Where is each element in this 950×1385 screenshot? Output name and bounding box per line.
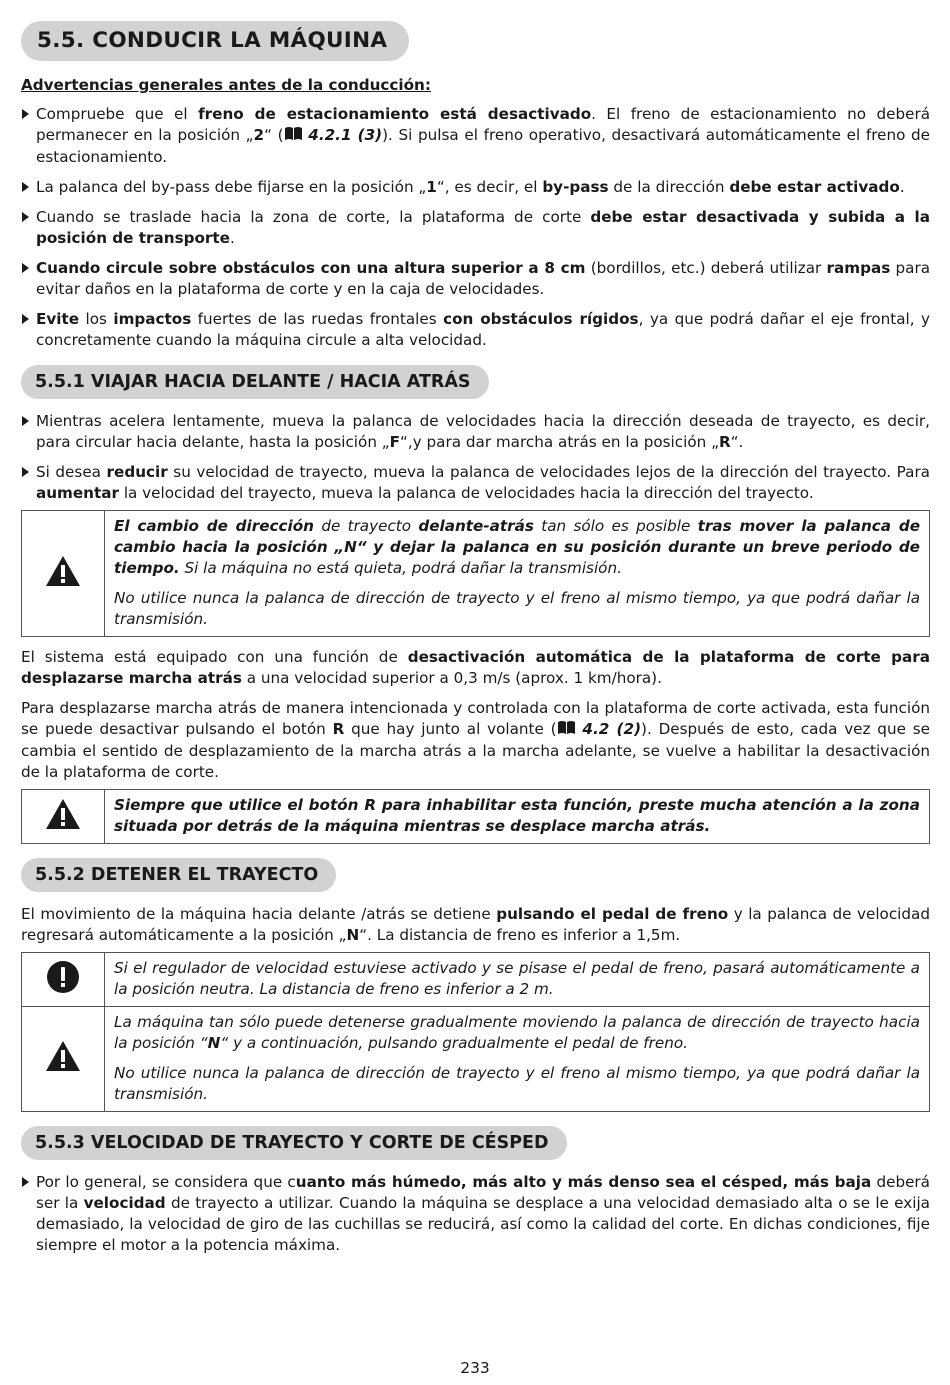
text: La máquina tan sólo puede detenerse gradualmente moviendo la palanca de dirección de trayecto hacia la posición “ [114, 1013, 920, 1052]
text: Compruebe que el [36, 105, 199, 123]
bold-text: rampas [826, 259, 891, 277]
text: deberá ser la [36, 1173, 930, 1212]
general-warnings-subheading: Advertencias generales antes de la conducción: [21, 76, 431, 94]
warning-paragraph: No utilice nunca la palanca de dirección de trayecto y el freno al mismo tiempo, ya que podrá dañar la transmisión. [114, 589, 920, 628]
bold-text: by-pass [542, 178, 609, 196]
text: Si la máquina no está quieta, podrá dañar la transmisión. [179, 559, 622, 577]
text: tan sólo es posible [533, 517, 698, 535]
warning-icon-cell [22, 1007, 105, 1112]
section-heading-5-5: 5.5. CONDUCIR LA MÁQUINA [21, 21, 409, 61]
text: Por lo general, se considera que c [36, 1173, 296, 1191]
text: ). Después de esto, cada vez que se cambia el sentido de desplazamiento de la marcha atrás a la marcha adelante, se vuelve a habilitar la desactivación de la plataforma de corte. [21, 720, 930, 781]
text: La palanca del by-pass debe fijarse en la posición „ [36, 178, 427, 196]
bold-text: Cuando circule sobre obstáculos con una altura superior a 8 cm [36, 259, 586, 277]
text: (bordillos, etc.) deberá utilizar [585, 259, 827, 277]
reference-link[interactable]: 4.2.1 (3) [308, 126, 383, 144]
text: fuertes de las ruedas frontales [191, 310, 444, 328]
paragraph-reverse-intentional [21, 698, 930, 783]
bold-text: uanto más húmedo, más alto y más denso sea el césped, más baja [295, 1173, 872, 1191]
bold-text: reducir [106, 463, 168, 481]
warning-paragraph: No utilice nunca la palanca de dirección de trayecto y el freno al mismo tiempo, ya que podrá dañar la transmisión. [114, 1064, 920, 1103]
warning-box-r-button [21, 789, 930, 844]
text: su velocidad de trayecto, mueva la palanca de velocidades lejos de la dirección del trayecto. Para [167, 463, 930, 481]
bold-text: desactivación automática de la plataforma de corte para desplazarse marcha atrás [21, 648, 930, 687]
warning-box-direction-change [21, 510, 930, 637]
text: de trayecto [314, 517, 419, 535]
bold-text: 2 [253, 126, 265, 144]
warning-triangle-icon [45, 798, 81, 830]
warning-box-stopping [21, 952, 930, 1112]
text: de la dirección [608, 178, 730, 196]
bullet-speed-adjust [21, 462, 930, 504]
text: El sistema está equipado con una función de [21, 648, 408, 666]
warning-icon-cell [22, 790, 105, 844]
text: “. [730, 433, 744, 451]
text: de trayecto a utilizar. Cuando la máquina se desplace a una velocidad demasiado alta o se le exija demasiado, la velocidad de giro de las cuchillas se reducirá, así como la calidad del corte. En dichas condiciones, fije siempre el motor a la potencia máxima. [36, 1194, 930, 1254]
bold-text: velocidad [83, 1194, 166, 1212]
text: y la palanca de velocidad regresará automáticamente a la posición „ [21, 905, 930, 944]
warning-triangle-icon [45, 555, 81, 587]
bold-text: Siempre que utilice el botón R para inhabilitar esta función, preste mucha atención a la zona situada por detrás de la máquina mientras se desplace marcha atrás. [114, 796, 920, 835]
bold-text: N [207, 1034, 221, 1052]
bold-text: con obstáculos rígidos [443, 310, 639, 328]
exclamation-circle-icon [46, 960, 80, 994]
bold-text: debe estar desactivada y subida a la posición de transporte [36, 208, 930, 247]
text: “ ( [264, 126, 284, 144]
text: “. La distancia de freno es inferior a 1,5m. [359, 926, 681, 944]
text: Para desplazarse marcha atrás de manera intencionada y controlada con la plataforma de corte activada, esta función se puede desactivar pulsando el botón [21, 699, 930, 738]
bold-text: delante-atrás [418, 517, 534, 535]
text: para evitar daños en la plataforma de corte y en la caja de velocidades. [36, 259, 931, 298]
text: “ y a continuación, pulsando gradualmente el pedal de freno. [220, 1034, 688, 1052]
page-content [21, 21, 930, 1265]
section-heading-5-5-1: 5.5.1 VIAJAR HACIA DELANTE / HACIA ATRÁS [21, 365, 489, 399]
text: . El freno de estacionamiento no deberá permanecer en la posición „ [36, 105, 930, 144]
bold-text: Evite [36, 310, 80, 328]
bold-text: tras mover la palanca de cambio hacia la posición „N“ y dejar la palanca en su posición durante un breve periodo de tiempo. [114, 517, 921, 577]
bold-text: R [718, 433, 731, 451]
book-icon [557, 720, 576, 741]
text: “,y para dar marcha atrás en la posición „ [400, 433, 719, 451]
text: El movimiento de la máquina hacia delante /atrás se detiene [21, 905, 497, 923]
text: ). Si pulsa el freno operativo, desactivará automáticamente el freno de estacionamiento. [36, 126, 931, 166]
bullet-grass-speed [21, 1172, 930, 1256]
bold-text: aumentar [36, 484, 119, 502]
text: “, es decir, el [436, 178, 543, 196]
text: a una velocidad superior a 0,3 m/s (aprox. 1 km/hora). [241, 669, 662, 687]
bullet-parking-brake [21, 104, 930, 168]
bold-text: freno de estacionamiento está desactivado [198, 105, 592, 123]
text: Si desea [36, 463, 107, 481]
bullet-obstacles-ramps [21, 258, 930, 300]
bold-text: F [389, 433, 401, 451]
bold-text: pulsando el pedal de freno [496, 905, 729, 923]
caution-icon-cell [22, 953, 105, 1007]
caution-text-cell [105, 953, 930, 1007]
section-heading-5-5-2: 5.5.2 DETENER EL TRAYECTO [21, 858, 336, 892]
bold-text: 1 [426, 178, 437, 196]
bullet-avoid-impacts [21, 309, 930, 351]
text: , ya que podrá dañar el eje frontal, y concretamente cuando la máquina circule a alta velocidad. [36, 310, 930, 349]
book-icon [284, 126, 303, 147]
caution-paragraph: Si el regulador de velocidad estuviese activado y se pisase el pedal de freno, pasará automáticamente a la posición neutra. La distancia de freno es inferior a 2 m. [114, 959, 920, 998]
text: . [229, 229, 235, 247]
bullet-bypass-lever [21, 177, 930, 198]
bold-text: debe estar activado [729, 178, 900, 196]
text: los [79, 310, 114, 328]
warning-triangle-icon [45, 1040, 81, 1072]
reference-link[interactable]: 4.2 (2) [582, 720, 642, 738]
bold-text: impactos [113, 310, 192, 328]
text: Mientras acelera lentamente, mueva la palanca de velocidades hacia la dirección deseada de trayecto, es decir, para circular hacia delante, hasta la posición „ [36, 412, 930, 451]
warning-text-cell [105, 1007, 930, 1112]
bold-text: R [332, 720, 345, 738]
bullet-cutting-deck-transport [21, 207, 930, 249]
text: . [899, 178, 905, 196]
text: que hay junto al volante ( [344, 720, 557, 738]
paragraph-auto-deactivation [21, 647, 930, 689]
bold-text: El cambio de dirección [114, 517, 314, 535]
bold-text: N [346, 926, 360, 944]
warning-text-cell [105, 511, 930, 637]
paragraph-stop-travel [21, 904, 930, 946]
text: la velocidad del trayecto, mueva la palanca de velocidades hacia la dirección del trayecto. [119, 484, 814, 502]
section-heading-5-5-3: 5.5.3 VELOCIDAD DE TRAYECTO Y CORTE DE CÉSPED [21, 1126, 567, 1160]
bullet-accelerate-direction [21, 411, 930, 453]
warning-text-cell [105, 790, 930, 844]
warning-icon-cell [22, 511, 105, 637]
text: Cuando se traslade hacia la zona de corte, la plataforma de corte [36, 208, 591, 226]
page-number: 233 [460, 1359, 490, 1377]
